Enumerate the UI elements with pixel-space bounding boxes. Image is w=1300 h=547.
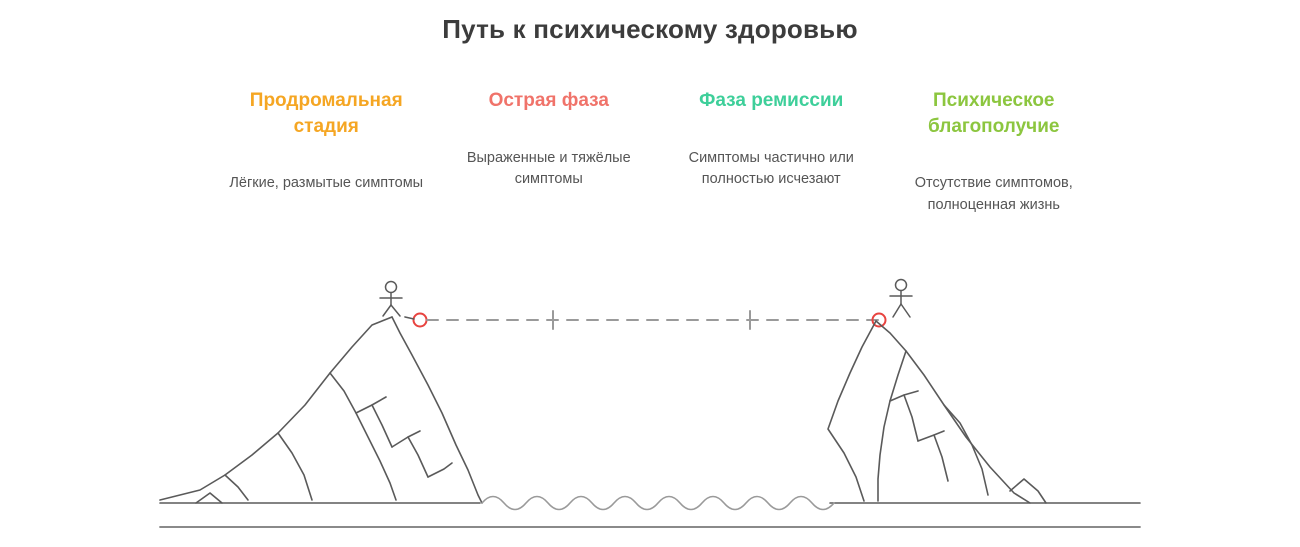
left-climber-icon — [380, 282, 402, 317]
page-title: Путь к психическому здоровью — [442, 14, 858, 44]
stage-item-remission — [660, 88, 883, 191]
rope-line — [427, 311, 880, 329]
left-mountain-icon — [160, 317, 482, 503]
stage-title: Продромальная стадия — [249, 90, 403, 137]
stage-item-prodromal — [215, 88, 438, 195]
stage-title: Психическое благополучие — [928, 90, 1060, 137]
stage-title: Острая фаза — [488, 90, 609, 111]
stage-title: Фаза ремиссии — [699, 90, 844, 111]
stage-description: Лёгкие, размытые симптомы — [229, 175, 424, 192]
water-line — [482, 497, 834, 510]
stage-description: Симптомы частично или полностью исчезают — [688, 149, 854, 188]
right-mountain-icon — [828, 321, 1140, 503]
stage-item-acute — [438, 88, 661, 191]
stage-description: Отсутствие симптомов, полноценная жизнь — [914, 175, 1073, 214]
left-anchor-point — [405, 314, 427, 327]
stage-description: Выраженные и тяжёлые симптомы — [466, 149, 631, 188]
right-climber-icon — [890, 280, 912, 318]
stage-list — [215, 88, 1105, 217]
illustration — [0, 255, 1300, 547]
stage-item-wellbeing — [883, 88, 1106, 217]
